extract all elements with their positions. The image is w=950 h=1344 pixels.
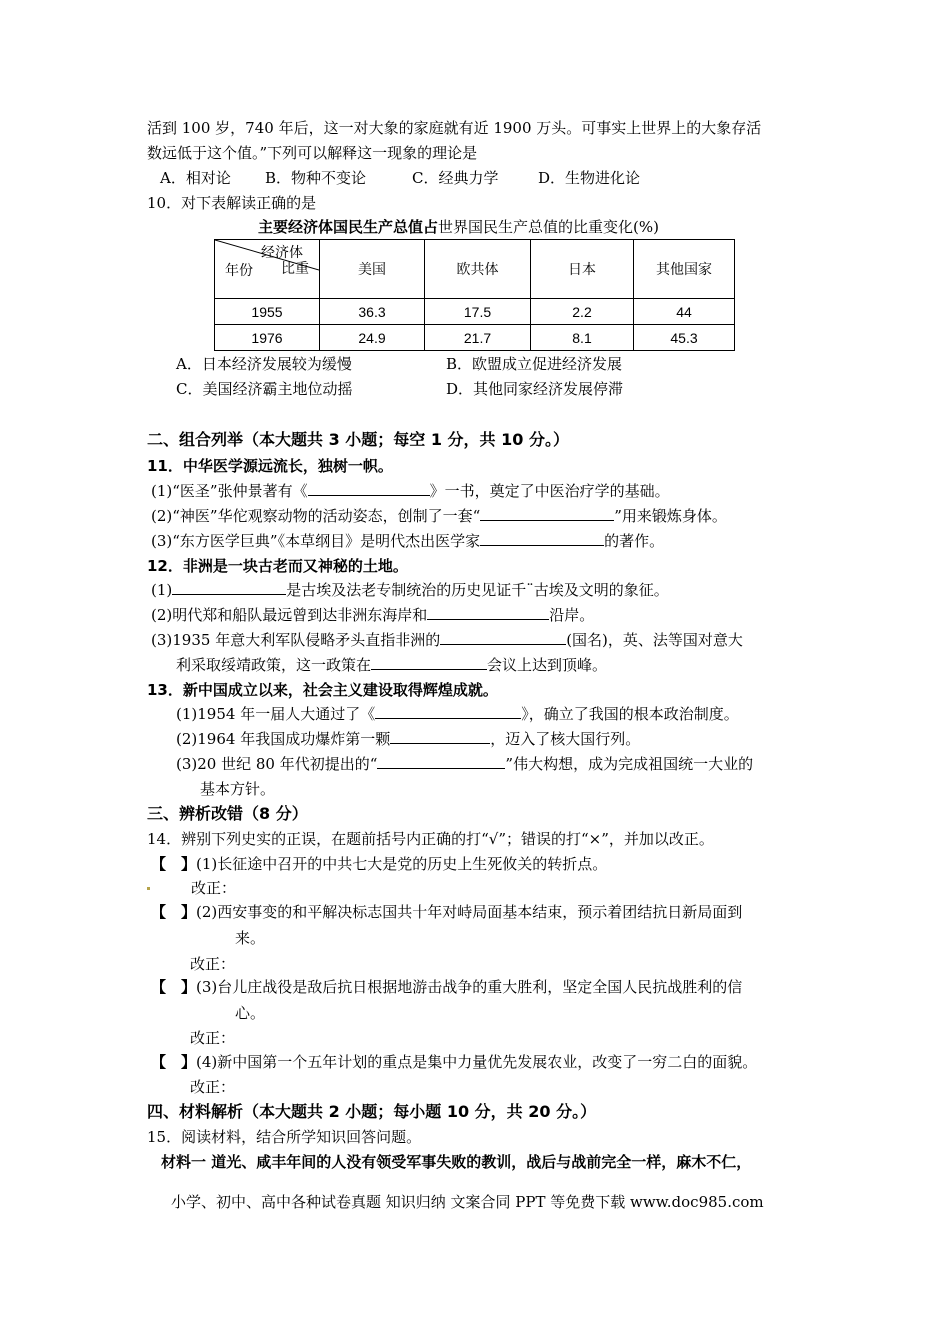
q10-option-d: D．其他同家经济发展停滞 <box>446 380 624 398</box>
table-cell: 8.1 <box>531 325 634 351</box>
q14-item3: 【 】(3)台儿庄战役是敌后抗日根据地游击战争的重大胜利，坚定全国人民抗战胜利的信 <box>151 978 743 996</box>
answer-blank[interactable] <box>371 655 487 670</box>
answer-bracket[interactable]: 【 】 <box>151 978 197 996</box>
fix-label: 改正： <box>190 1078 236 1096</box>
answer-blank[interactable] <box>375 704 521 719</box>
answer-bracket[interactable]: 【 】 <box>151 1053 197 1071</box>
table-title-rest: 世界国民生产总值的比重变化(%) <box>438 218 659 236</box>
material-1: 材料一 道光、咸丰年间的人没有领受军事失败的教训，战后与战前完全一样，麻木不仁， <box>161 1153 752 1171</box>
table-cell: 24.9 <box>320 325 425 351</box>
q9-line2: 数远低于这个值。”下列可以解释这一现象的理论是 <box>147 144 478 162</box>
q14-stem: 14．辨别下列史实的正误，在题前括号内正确的打“√”；错误的打“×”，并加以改正。 <box>147 830 714 848</box>
q14-item4: 【 】(4)新中国第一个五年计划的重点是集中力量优先发展农业，改变了一穷二白的面貌。 <box>151 1053 758 1071</box>
q13-sub3-cont: 基本方针。 <box>200 780 276 798</box>
q9-option-b: B．物种不变论 <box>265 169 367 187</box>
q13-sub1: (1)1954 年一届人大通过了《 》，确立了我国的根本政治制度。 <box>176 705 739 723</box>
col-header-usa: 美国 <box>320 240 425 299</box>
fix-label: 改正： <box>191 879 237 897</box>
answer-blank[interactable] <box>427 605 549 620</box>
fix-label: 改正： <box>190 955 236 973</box>
answer-blank[interactable] <box>440 630 566 645</box>
q9-line1: 活到 100 岁，740 年后，这一对大象的家庭就有近 1900 万头。可事实上世界上的大象存活 <box>147 119 762 137</box>
q12-sub1: (1) 是古埃及法老专制统治的历史见证千¨古埃及文明的象征。 <box>151 581 669 599</box>
q13-sub3: (3)20 世纪 80 年代初提出的“ ”伟大构想，成为完成祖国统一大业的 <box>176 755 754 773</box>
section4-title: 四、材料解析（本大题共 2 小题；每小题 10 分，共 20 分。） <box>147 1102 597 1121</box>
table-cell: 1955 <box>215 299 320 325</box>
col-header-japan: 日本 <box>531 240 634 299</box>
q15-stem: 15．阅读材料，结合所学知识回答问题。 <box>147 1128 422 1146</box>
section3-title: 三、辨析改错（8 分） <box>147 804 308 823</box>
table-cell: 36.3 <box>320 299 425 325</box>
table-title <box>258 217 659 237</box>
q11-sub3: (3)“东方医学巨典”《本草纲目》是明代杰出医学家 的著作。 <box>151 532 665 550</box>
table-row <box>215 325 735 351</box>
answer-bracket[interactable]: 【 】 <box>151 855 197 873</box>
table-title-bold: 主要经济体国民生产总值占 <box>258 218 439 236</box>
q12-sub2: (2)明代郑和船队最远曾到达非洲东海岸和 沿岸。 <box>151 606 595 624</box>
answer-blank[interactable] <box>480 506 614 521</box>
q14-item2-cont: 来。 <box>235 929 266 947</box>
q10-option-b: B．欧盟成立促进经济发展 <box>446 355 623 373</box>
table-header-row <box>215 240 735 299</box>
q12-title: 12．非洲是一块古老而又神秘的土地。 <box>147 557 408 575</box>
table-cell: 44 <box>634 299 735 325</box>
q10-option-a: A．日本经济发展较为缓慢 <box>176 355 352 373</box>
answer-blank[interactable] <box>308 481 430 496</box>
col-header-ec: 欧共体 <box>425 240 531 299</box>
q11-sub1: (1)“医圣”张仲景著有《 》一书，奠定了中医治疗学的基础。 <box>151 482 670 500</box>
header-share: 比重 <box>281 260 309 276</box>
q9-option-a: A．相对论 <box>160 169 231 187</box>
q12-sub3: (3)1935 年意大利军队侵略矛头直指非洲的 (国名)，英、法等国对意大 <box>151 631 743 649</box>
table-row <box>215 299 735 325</box>
stray-dot <box>147 887 150 890</box>
table-cell: 1976 <box>215 325 320 351</box>
table-cell: 45.3 <box>634 325 735 351</box>
q11-sub2: (2)“神医”华佗观察动物的活动姿态，创制了一套“ ”用来锻炼身体。 <box>151 507 727 525</box>
answer-blank[interactable] <box>390 729 490 744</box>
q13-sub2: (2)1964 年我国成功爆炸第一颗 ，迈入了核大国行列。 <box>176 730 641 748</box>
q14-item2: 【 】(2)西安事变的和平解决标志国共十年对峙局面基本结束，预示着团结抗日新局面到 <box>151 903 743 921</box>
q11-title: 11．中华医学源远流长，独树一帜。 <box>147 457 393 475</box>
diagonal-header-cell <box>215 240 320 299</box>
fix-label: 改正： <box>190 1029 236 1047</box>
q9-option-c: C．经典力学 <box>412 169 499 187</box>
q14-item3-cont: 心。 <box>235 1004 266 1022</box>
header-economy: 经济体 <box>261 244 303 260</box>
q12-sub3-cont: 利采取绥靖政策，这一政策在 会议上达到顶峰。 <box>176 656 608 674</box>
answer-blank[interactable] <box>172 580 286 595</box>
gnp-share-table <box>214 239 735 351</box>
answer-blank[interactable] <box>377 754 505 769</box>
q13-title: 13．新中国成立以来，社会主义建设取得辉煌成就。 <box>147 681 498 699</box>
answer-bracket[interactable]: 【 】 <box>151 903 197 921</box>
col-header-others: 其他国家 <box>634 240 735 299</box>
table-cell: 2.2 <box>531 299 634 325</box>
table-cell: 21.7 <box>425 325 531 351</box>
q14-item1: 【 】(1)长征途中召开的中共七大是党的历史上生死攸关的转折点。 <box>151 855 608 873</box>
header-year: 年份 <box>225 262 253 278</box>
table-cell: 17.5 <box>425 299 531 325</box>
q9-option-d: D．生物进化论 <box>538 169 641 187</box>
footer: 小学、初中、高中各种试卷真题 知识归纳 文案合同 PPT 等免费下载 www.doc985.com <box>171 1193 764 1211</box>
q10-stem: 10．对下表解读正确的是 <box>147 194 317 212</box>
q10-option-c: C．美国经济霸主地位动摇 <box>176 380 353 398</box>
answer-blank[interactable] <box>480 531 604 546</box>
section2-title: 二、组合列举（本大题共 3 小题；每空 1 分，共 10 分。） <box>147 430 569 449</box>
